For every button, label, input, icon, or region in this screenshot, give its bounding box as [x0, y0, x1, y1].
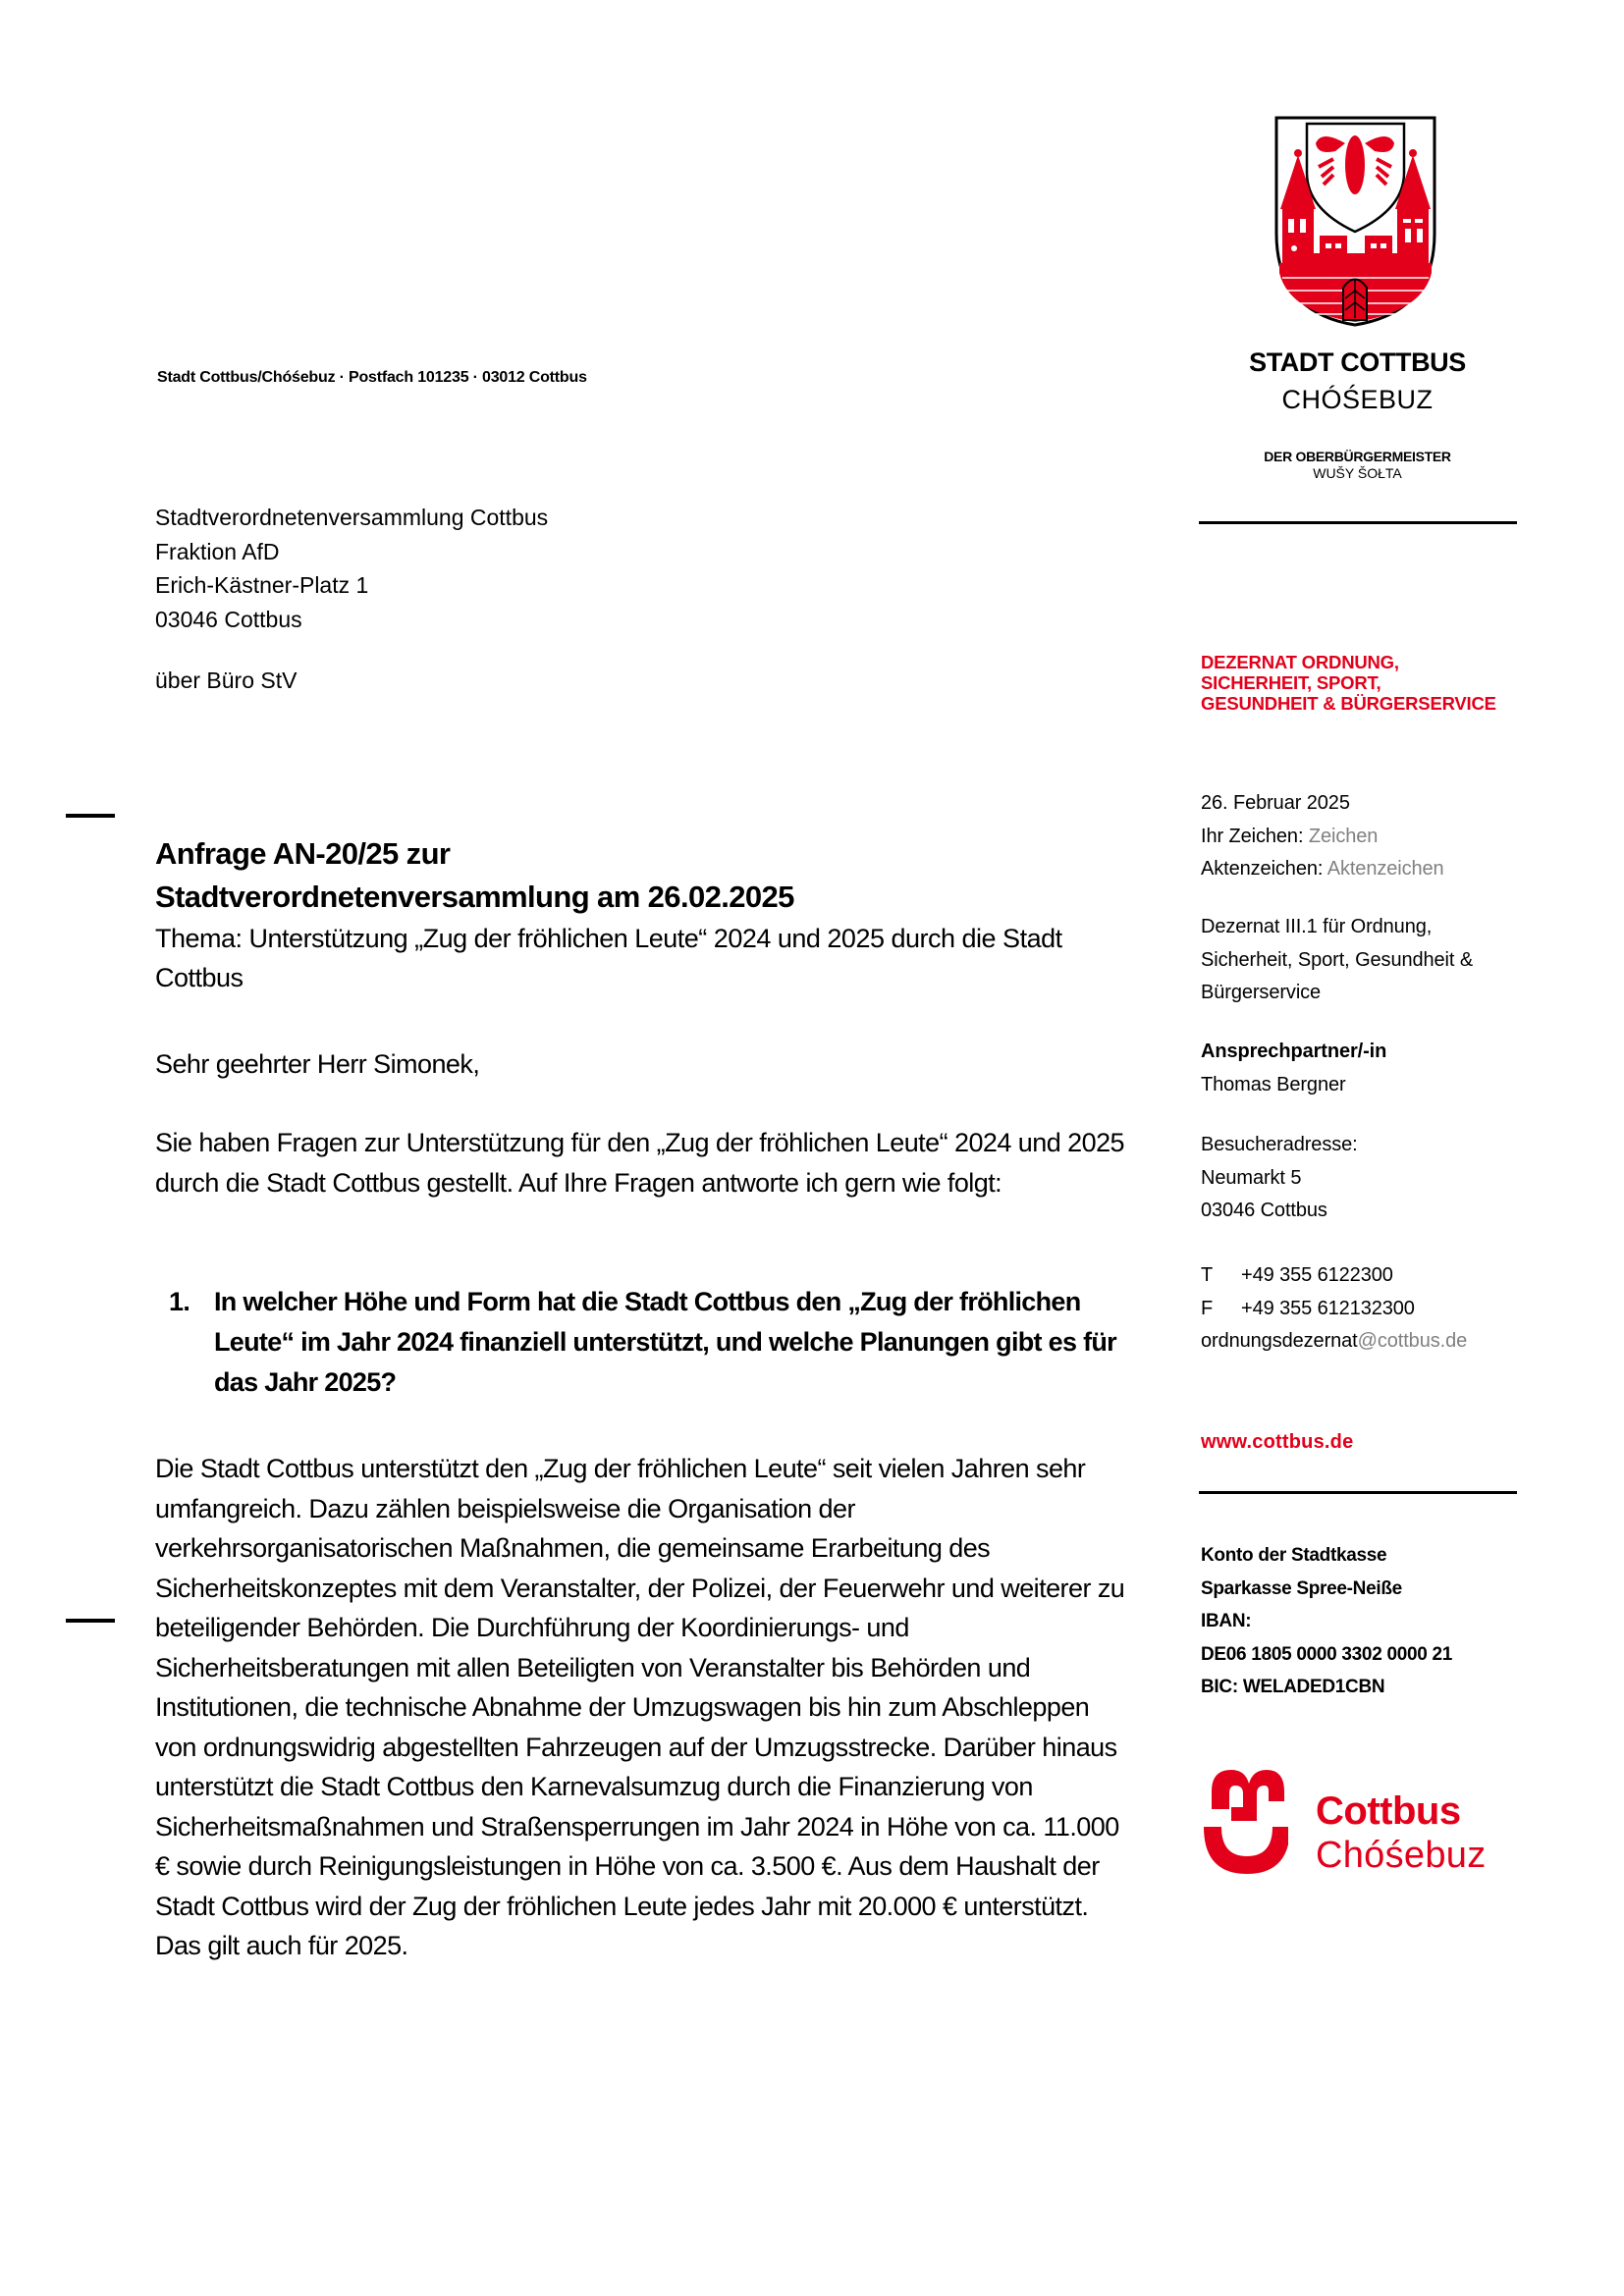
visitor-address-label: Besucheradresse: [1201, 1134, 1358, 1155]
contact-block [1201, 1036, 1386, 1101]
visitor-address-block [1201, 1129, 1358, 1228]
email-domain: @cottbus.de [1357, 1330, 1468, 1352]
mayor-title: DER OBERBÜRGERMEISTER [1264, 449, 1451, 464]
intro-paragraph: Sie haben Fragen zur Unterstützung für den „Zug der fröhlichen Leute“ 2024 und 2025 durch die Stadt Cottbus gestellt. Auf Ihre Fragen antworte ich gern wie folgt: [155, 1128, 1125, 1198]
phone-label: T [1201, 1264, 1214, 1286]
file-reference [1201, 853, 1444, 886]
bank-title: Konto der Stadtkasse [1201, 1545, 1387, 1566]
file-reference-label: Aktenzeichen: [1201, 858, 1324, 880]
letter-date: 26. Februar 2025 [1201, 792, 1350, 814]
city-name: STADT COTTBUS [1249, 347, 1466, 377]
department-line: SICHERHEIT, SPORT, [1201, 672, 1381, 693]
mayor-title-sorbian: WUŠY ŠOŁTA [1313, 465, 1402, 481]
subject-title-line1: Anfrage AN-20/25 zur [155, 836, 451, 871]
brand-word-cottbus: Cottbus [1316, 1789, 1461, 1833]
sender-return-address: Stadt Cottbus/Chóśebuz · Postfach 101235 · 03012 Cottbus [157, 369, 587, 386]
visitor-city: 03046 Cottbus [1201, 1200, 1327, 1221]
office-line: Sicherheit, Sport, Gesundheit & [1201, 948, 1474, 971]
phone-number[interactable]: +49 355 6122300 [1241, 1264, 1393, 1286]
your-reference [1201, 821, 1444, 854]
divider-top [1199, 521, 1517, 524]
fold-mark-bottom [66, 1619, 115, 1623]
question-1 [169, 1282, 1131, 1403]
cottbus-brand-logo [1200, 1760, 1524, 1878]
office-line: Dezernat III.1 für Ordnung, [1201, 916, 1433, 937]
recipient-line: Erich-Kästner-Platz 1 [155, 572, 369, 598]
contact-channels [1201, 1259, 1467, 1359]
email-link[interactable] [1201, 1325, 1467, 1359]
subject-title-line2: Stadtverordnetenversammlung am 26.02.2025 [155, 880, 794, 914]
cottbus-brand-mark-icon [1200, 1760, 1288, 1878]
file-reference-value: Aktenzeichen [1326, 858, 1444, 880]
city-name-sorbian: CHÓŚEBUZ [1281, 385, 1434, 414]
brand-word-chosebuz: Chóśebuz [1316, 1835, 1487, 1876]
website-link[interactable]: www.cottbus.de [1201, 1431, 1354, 1453]
routing-note: über Büro StV [155, 667, 298, 693]
department-line: GESUNDHEIT & BÜRGERSERVICE [1201, 693, 1496, 714]
subject-block [155, 832, 1137, 997]
divider-bottom [1199, 1491, 1517, 1494]
question-number: 1. [169, 1287, 190, 1316]
answer-1: Die Stadt Cottbus unterstützt den „Zug der fröhlichen Leute“ seit vielen Jahren sehr umfangreich. Dazu zählen beispielsweise die Organisation der verkehrsorganisatorischen Maßnahmen, die gemeinsame Erarbeitung des Sicherheitskonzeptes mit dem Veranstalter, der Polizei, der Feuerwehr und weiterer zu beteiligender Behörden. Die Durchführung der Koordinierungs- und Sicherheitsberatungen mit allen Beteiligten von Veranstalter bis Behörden und Institutionen, die technische Abnahme der Umzugswagen bis hin zum Abschleppen von ordnungswidrig abgestellten Fahrzeugen auf der Umzugsstrecke. Darüber hinaus unterstützt die Stadt Cottbus den Karnevalsumzug durch die Finanzierung von Sicherheitsmaßnahmen und Straßensperrungen im Jahr 2024 in Höhe von ca. 11.000 € sowie durch Reinigungsleistungen in Höhe von ca. 3.500 €. Aus dem Haushalt der Stadt Cottbus wird der Zug der fröhlichen Leute jedes Jahr mit 20.000 € unterstützt. Das gilt auch für 2025. [155, 1454, 1125, 1960]
question-text: In welcher Höhe und Form hat die Stadt Cottbus den „Zug der fröhlichen Leute“ im Jahr 2024 finanziell unterstützt, und welche Planungen gibt es für das Jahr 2025? [214, 1287, 1116, 1397]
email-user: ordnungsdezernat [1201, 1330, 1358, 1352]
fold-mark-top [66, 814, 115, 818]
phone-line [1201, 1259, 1467, 1293]
subject-topic: Thema: Unterstützung „Zug der fröhlichen Leute“ 2024 und 2025 durch die Stadt Cottbus [155, 924, 1062, 992]
fax-line [1201, 1293, 1467, 1326]
department-heading [1201, 652, 1496, 714]
contact-name: Thomas Bergner [1201, 1073, 1346, 1095]
bank-name: Sparkasse Spree-Neiße [1201, 1577, 1402, 1599]
recipient-address [155, 501, 548, 636]
fax-number: +49 355 612132300 [1241, 1297, 1415, 1319]
recipient-line: Stadtverordnetenversammlung Cottbus [155, 505, 549, 530]
office-line: Bürgerservice [1201, 982, 1322, 1003]
visitor-street: Neumarkt 5 [1201, 1166, 1302, 1189]
bic-value: BIC: WELADED1CBN [1201, 1677, 1385, 1697]
cottbus-coat-of-arms-icon [1274, 116, 1436, 327]
fax-label: F [1201, 1297, 1214, 1319]
office-block [1201, 911, 1473, 1010]
recipient-line: 03046 Cottbus [155, 606, 302, 632]
your-reference-value: Zeichen [1308, 825, 1379, 847]
recipient-line: Fraktion AfD [155, 538, 280, 564]
bank-details [1201, 1539, 1452, 1704]
contact-label: Ansprechpartner/-in [1201, 1041, 1387, 1062]
your-reference-label: Ihr Zeichen: [1201, 825, 1304, 847]
department-line: DEZERNAT ORDNUNG, [1201, 652, 1399, 672]
iban-label: IBAN: [1201, 1611, 1252, 1631]
iban-value: DE06 1805 0000 3302 0000 21 [1201, 1643, 1453, 1665]
reference-block [1201, 787, 1444, 886]
salutation: Sehr geehrter Herr Simonek, [155, 1049, 480, 1079]
